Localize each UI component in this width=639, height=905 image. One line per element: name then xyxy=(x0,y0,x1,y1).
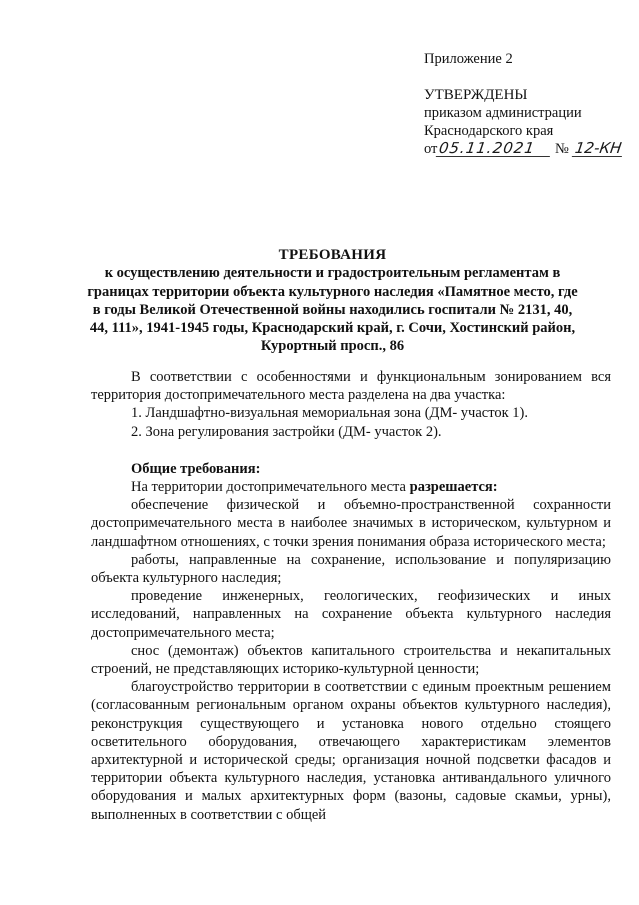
document-body xyxy=(91,368,611,824)
requirement-paragraph: снос (демонтаж) объектов капитального строительства и некапитальных строений, не представляющих историко-культурной ценности; xyxy=(91,642,611,678)
allowed-intro-text: На территории достопримечательного места xyxy=(131,479,410,496)
document-title-block xyxy=(60,246,605,356)
allowed-intro xyxy=(91,478,611,496)
requirement-paragraph: проведение инженерных, геологических, геофизических и иных исследований, направленных на сохранение объекта культурного наследия достопримечательного места; xyxy=(91,588,611,641)
requirement-paragraph: обеспечение физической и объемно-пространственной сохранности достопримечательного места в наиболее значимых в историческом, культурном и ландшафтном отношениях, с точки зрения понимания образа исторического места; xyxy=(91,497,611,550)
allowed-intro-bold: разрешается: xyxy=(409,479,498,496)
document-title: ТРЕБОВАНИЯ xyxy=(278,247,387,263)
approval-block xyxy=(424,50,629,158)
handwritten-number: 12-КН xyxy=(573,139,623,157)
title-subtitle-line: Курортный просп., 86 xyxy=(260,338,405,355)
title-subtitle-line: к осуществлению деятельности и градостроительным регламентам в xyxy=(104,265,561,282)
date-prefix: от xyxy=(424,141,438,157)
intro-paragraph: В соответствии с особенностями и функциональным зонированием вся территория достопримечательного места разделена на два участка: xyxy=(91,369,611,404)
paragraph-gap xyxy=(91,441,611,460)
appendix-label: Приложение 2 xyxy=(424,51,513,67)
number-prefix: № xyxy=(555,141,569,157)
approval-line-2: Краснодарского края xyxy=(424,123,554,139)
title-subtitle-line: в годы Великой Отечественной войны находились госпитали № 2131, 40, xyxy=(92,301,573,318)
requirement-paragraph: работы, направленные на сохранение, использование и популяризацию объекта культурного наследия; xyxy=(91,551,611,587)
title-subtitle-line: границах территории объекта культурного наследия «Памятное место, где xyxy=(87,283,578,300)
requirement-paragraph: благоустройство территории в соответствии с единым проектным решением (согласованным региональным органом охраны объектов культурного наследия), реконструкция существующего и установка нового отдельно стоящего осветительного оборудования, отвечающего характеристикам элементов архитектурной и исторической среды; организация ночной подсветки фасадов и территории объекта культурного наследия, установка антивандального уличного оборудования и малых архитектурных форм (вазоны, садовые скамьи, урны), выполненных в соответствии с общей xyxy=(91,679,611,823)
title-subtitle-line: 44, 111», 1941-1945 годы, Краснодарский край, г. Сочи, Хостинский район, xyxy=(89,320,576,337)
zone-list-item: 1. Ландшафтно-визуальная мемориальная зона (ДМ- участок 1). xyxy=(131,405,528,422)
approved-label: УТВЕРЖДЕНЫ xyxy=(424,87,528,103)
approval-date-number-line xyxy=(424,140,629,158)
handwritten-date: 05.11.2021 xyxy=(436,140,552,157)
zone-list-item: 2. Зона регулирования застройки (ДМ- участок 2). xyxy=(131,423,442,440)
general-requirements-heading: Общие требования: xyxy=(131,460,261,477)
approval-line-1: приказом администрации xyxy=(424,105,582,121)
